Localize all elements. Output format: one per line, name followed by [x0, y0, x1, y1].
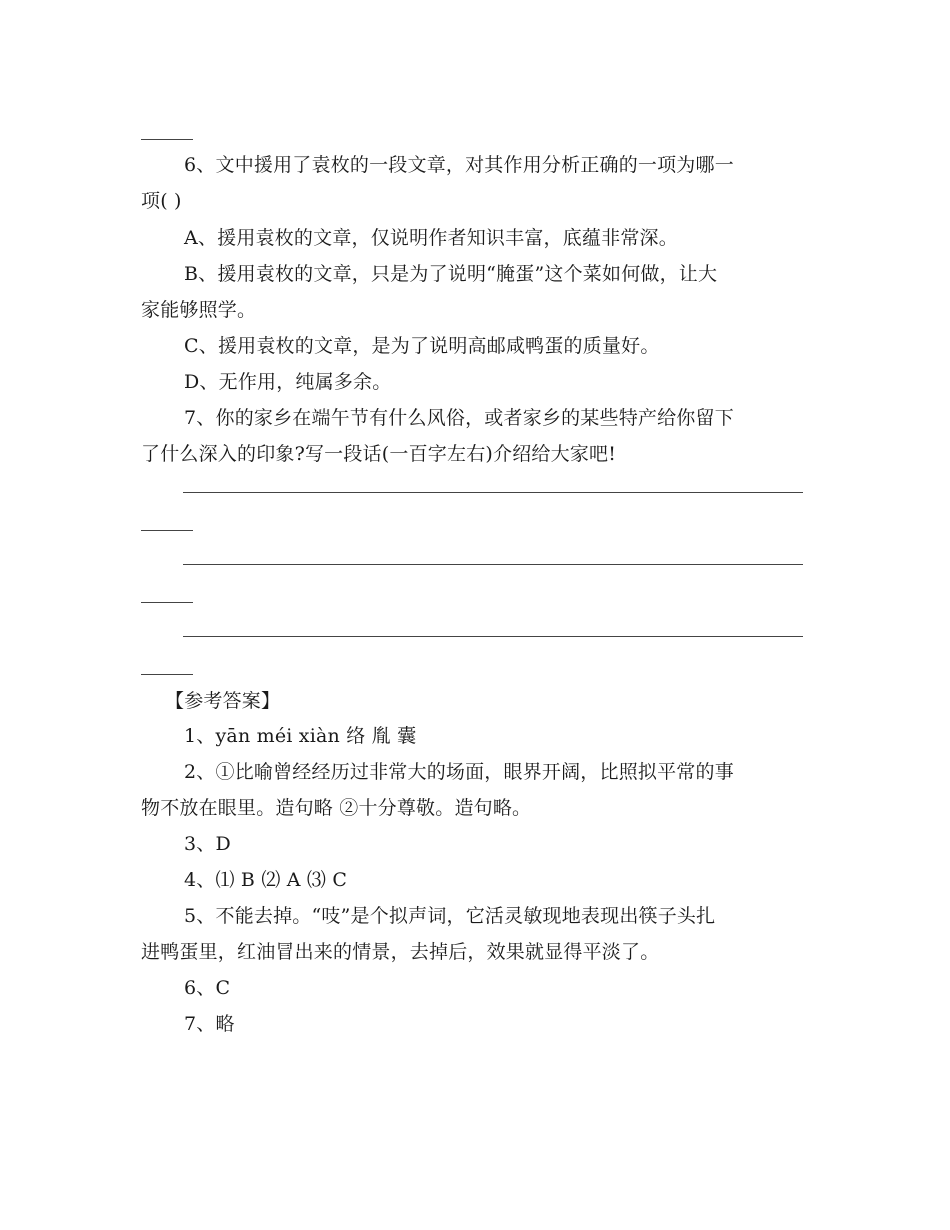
- answer-1: 1、yān méi xiàn 络 胤 囊: [184, 725, 417, 747]
- answer-5: 5、不能去掉。“吱”是个拟声词，它活灵敏现地表现出筷子头扎: [184, 905, 716, 927]
- writing-line: [183, 564, 803, 565]
- answer-4: 4、⑴ B ⑵ A ⑶ C: [184, 869, 348, 891]
- option-c: C、援用袁枚的文章，是为了说明高邮咸鸭蛋的质量好。: [184, 335, 660, 357]
- option-d: D、无作用，纯属多余。: [184, 371, 392, 393]
- option-a: A、援用袁枚的文章，仅说明作者知识丰富，底蕴非常深。: [184, 227, 678, 249]
- answers-heading: 【参考答案】: [165, 690, 281, 712]
- answer-3: 3、D: [184, 833, 231, 855]
- writing-line: [183, 636, 803, 637]
- answer-blank-line: [141, 139, 193, 140]
- question-7-continued: 了什么深入的印象?写一段话(一百字左右)介绍给大家吧!: [141, 443, 617, 465]
- writing-line-end: [141, 602, 193, 603]
- answer-5-continued: 进鸭蛋里，红油冒出来的情景，去掉后，效果就显得平淡了。: [141, 941, 660, 963]
- writing-line-end: [141, 530, 193, 531]
- option-b: B、援用袁枚的文章，只是为了说明“腌蛋”这个菜如何做，让大: [184, 263, 718, 285]
- question-7: 7、你的家乡在端午节有什么风俗，或者家乡的某些特产给你留下: [184, 407, 734, 429]
- writing-line-end: [141, 674, 193, 675]
- answer-2-continued: 物不放在眼里。造句略 ②十分尊敬。造句略。: [141, 797, 532, 819]
- question-6-continued: 项( ): [141, 190, 182, 212]
- answer-6: 6、C: [184, 977, 231, 999]
- answer-7: 7、略: [184, 1013, 235, 1035]
- answer-2: 2、①比喻曾经经历过非常大的场面，眼界开阔，比照拟平常的事: [184, 761, 734, 783]
- writing-line: [183, 492, 803, 493]
- question-6: 6、文中援用了袁枚的一段文章，对其作用分析正确的一项为哪一: [184, 154, 734, 176]
- option-b-continued: 家能够照学。: [141, 299, 257, 321]
